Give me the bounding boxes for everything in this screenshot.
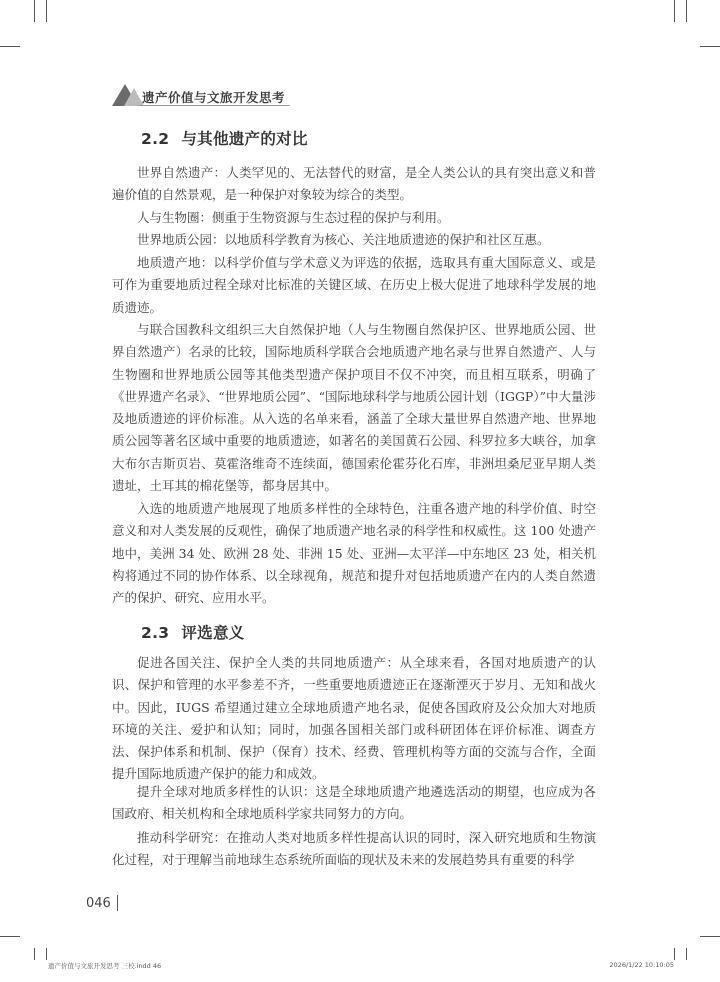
crop-mark bbox=[34, 948, 35, 960]
running-header bbox=[112, 84, 290, 106]
crop-mark bbox=[700, 46, 720, 47]
section-title: 与其他遗产的对比 bbox=[181, 130, 308, 148]
section-heading-2-2 bbox=[141, 127, 308, 149]
crop-mark bbox=[0, 936, 20, 937]
paragraph: 世界地质公园：以地质科学教育为核心、关注地质遗迹的保护和社区互惠。 bbox=[137, 232, 550, 247]
paragraph: 世界自然遗产：人类罕见的、无法替代的财富，是全人类公认的具有突出意义和普遍价值的自然景观，是一种保护对象较为综合的类型。 bbox=[112, 165, 596, 203]
paragraph: 促进各国关注、保护全人类的共同地质遗产：从全球来看，各国对地质遗产的认识、保护和管理的水平参差不齐，一些重要地质遗迹正在逐渐湮灭于岁月、无知和战火中。因此，IUGS 希望通过建立全球地质遗产地名录，促使各国政府及公众加大对地质环境的关注、爱护和认知；同时，加强各国相关部门或科研团体在评价标准、调查方法、保护体系和机制、保护（保育）技术、经费、管理机构等方面的交流与合作，全面提升国际地质遗产保护的能力和成效。 bbox=[112, 655, 596, 782]
paragraph: 提升全球对地质多样性的认识：这是全球地质遗产地遴选活动的期望，也应成为各国政府、相关机构和全球地质科学家共同努力的方向。 bbox=[112, 784, 596, 822]
paragraph: 入选的地质遗产地展现了地质多样性的全球特色，注重各遗产地的科学价值、时空意义和对人类发展的反观性，确保了地质遗产地名录的科学性和权威性。这 100 处遗产地中，美洲 34 处、欧洲 28 处、非洲 15 处、亚洲—太平洋—中东地区 23 处，相关机构将通过不同的协作体系、以全球视角，规范和提升对包括地质遗产在内的人类自然遗产的保护、研究、应用水平。 bbox=[112, 501, 596, 606]
crop-mark bbox=[46, 0, 47, 22]
running-header-title: 遗产价值与文旅开发思考 bbox=[142, 90, 286, 105]
section-heading-2-3 bbox=[141, 621, 245, 643]
section-number: 2.3 bbox=[141, 624, 170, 642]
paragraph: 地质遗产地：以科学价值与学术意义为评选的依据，选取具有重大国际意义、或是可作为重要地质过程全球对比标准的关键区域、在历史上极大促进了地球科学发展的地质遗迹。 bbox=[112, 255, 596, 315]
paragraph: 人与生物圈：侧重于生物资源与生态过程的保护与利用。 bbox=[137, 210, 450, 225]
crop-mark bbox=[674, 948, 675, 960]
page-number-divider bbox=[117, 895, 118, 911]
page-number: 046 bbox=[86, 896, 111, 911]
crop-mark bbox=[686, 948, 687, 960]
crop-mark bbox=[700, 936, 720, 937]
crop-mark bbox=[686, 0, 687, 22]
crop-mark bbox=[0, 46, 20, 47]
header-rule bbox=[138, 105, 290, 106]
paragraph: 与联合国教科文组织三大自然保护地（人与生物圈自然保护区、世界地质公园、世界自然遗产）名录的比较，国际地质科学联合会地质遗产地名录与世界自然遗产、人与生物圈和世界地质公园等其他类型遗产保护项目不仅不冲突，而且相互联系，明确了《世界遗产名录》、“世界地质公园”、“国际地球科学与地质公园计划（IGGP）”中大量涉及地质遗迹的评价标准。从入选的名单来看，涵盖了全球大量世界自然遗产地、世界地质公园等著名区域中重要的地质遗迹，如著名的美国黄石公园、科罗拉多大峡谷，加拿大布尔吉斯页岩、莫霍洛维奇不连续面，德国索伦霍芬化石库，非洲坦桑尼亚早期人类遗址，土耳其的棉花堡等，都身居其中。 bbox=[112, 322, 596, 494]
section-title: 评选意义 bbox=[181, 624, 245, 642]
crop-mark bbox=[34, 0, 35, 22]
print-slug-file: 遗产价值与文旅开发思考 三校.indd 46 bbox=[48, 962, 162, 970]
crop-mark bbox=[674, 0, 675, 22]
section-number: 2.2 bbox=[141, 130, 170, 148]
triangle-icon bbox=[124, 88, 144, 106]
crop-mark bbox=[46, 948, 47, 960]
print-slug-timestamp: 2026/1/22 10:10:05 bbox=[609, 961, 674, 969]
paragraph: 推动科学研究：在推动人类对地质多样性提高认识的同时，深入研究地质和生物演化过程，对于理解当前地球生态系统所面临的现状及未来的发展趋势具有重要的科学 bbox=[112, 830, 596, 868]
